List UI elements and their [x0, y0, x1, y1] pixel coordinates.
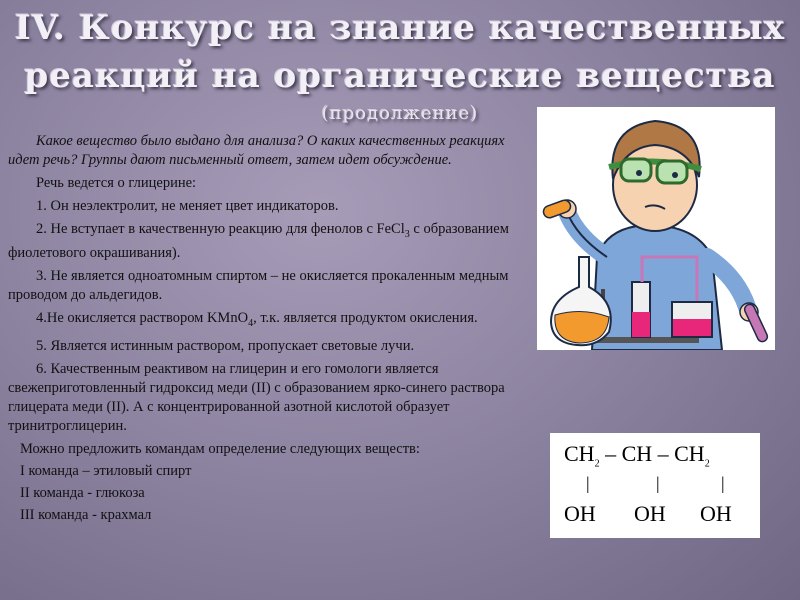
- point-2: [8, 220, 538, 263]
- formula-bond-1: |: [586, 473, 590, 493]
- scientist-illustration: [537, 107, 775, 350]
- formula-ch2-left: CH: [564, 441, 595, 466]
- team-1: I команда – этиловый спирт: [20, 462, 192, 479]
- team-3: III команда - крахмал: [20, 506, 152, 523]
- slide-content: [8, 132, 538, 528]
- point-4: [8, 309, 538, 333]
- point-6: 6. Качественным реактивом на глицерин и его гомологи является свежеприготовленный гидроксид меди (II) с образованием ярко-синего раствора глицерата меди (II). А с концентрированной азотной кислотой образует тринитроглицерин.: [8, 360, 505, 434]
- point-1: 1. Он неэлектролит, не меняет цвет индикаторов.: [36, 198, 339, 214]
- glycerol-formula: [550, 433, 760, 538]
- title-line-1: IV. Конкурс на знание качественных: [14, 8, 786, 48]
- formula-oh-1: OH: [564, 501, 596, 526]
- formula-oh-3: OH: [700, 501, 732, 526]
- formula-ch2-right: CH: [674, 441, 705, 466]
- formula-ch2-left-sub: 2: [594, 458, 600, 470]
- formula-middle: – CH –: [599, 441, 675, 466]
- formula-bond-3: |: [721, 473, 725, 493]
- formula-ch2-right-sub: 2: [704, 458, 710, 470]
- formula-oh-2: OH: [634, 501, 666, 526]
- team-2: II команда - глюкоза: [20, 484, 145, 501]
- answer-lead: Речь ведется о глицерине:: [36, 175, 197, 191]
- title-line-2: реакций на органические вещества: [24, 56, 776, 96]
- title-subtitle: (продолжение): [321, 103, 479, 124]
- point-3: 3. Не является одноатомным спиртом – не окисляется прокаленным медным проводом до альдегидов.: [8, 267, 509, 303]
- scientist-with-flasks-illustration-icon: [537, 107, 775, 350]
- point-4-subscript: 4: [248, 317, 254, 329]
- formula-bond-2: |: [656, 473, 660, 493]
- point-5: 5. Является истинным раствором, пропускает световые лучи.: [36, 337, 415, 354]
- formula-top-chain: [564, 441, 710, 469]
- point-2-text-b: с образованием фиолетового окрашивания).: [8, 221, 509, 261]
- point-4-text-b: , т.к. является продуктом окисления.: [253, 309, 478, 326]
- point-2-subscript: 3: [404, 228, 410, 240]
- offer-text: Можно предложить командам определение следующих веществ:: [20, 440, 420, 457]
- point-2-text-a: 2. Не вступает в качественную реакцию для фенолов с FeCl: [36, 221, 405, 237]
- intro-question: Какое вещество было выдано для анализа? О каких качественных реакциях идет речь? Группы дают письменный ответ, затем идет обсуждение.: [8, 133, 505, 168]
- point-4-text-a: 4.Не окисляется раствором KMnO: [36, 309, 249, 326]
